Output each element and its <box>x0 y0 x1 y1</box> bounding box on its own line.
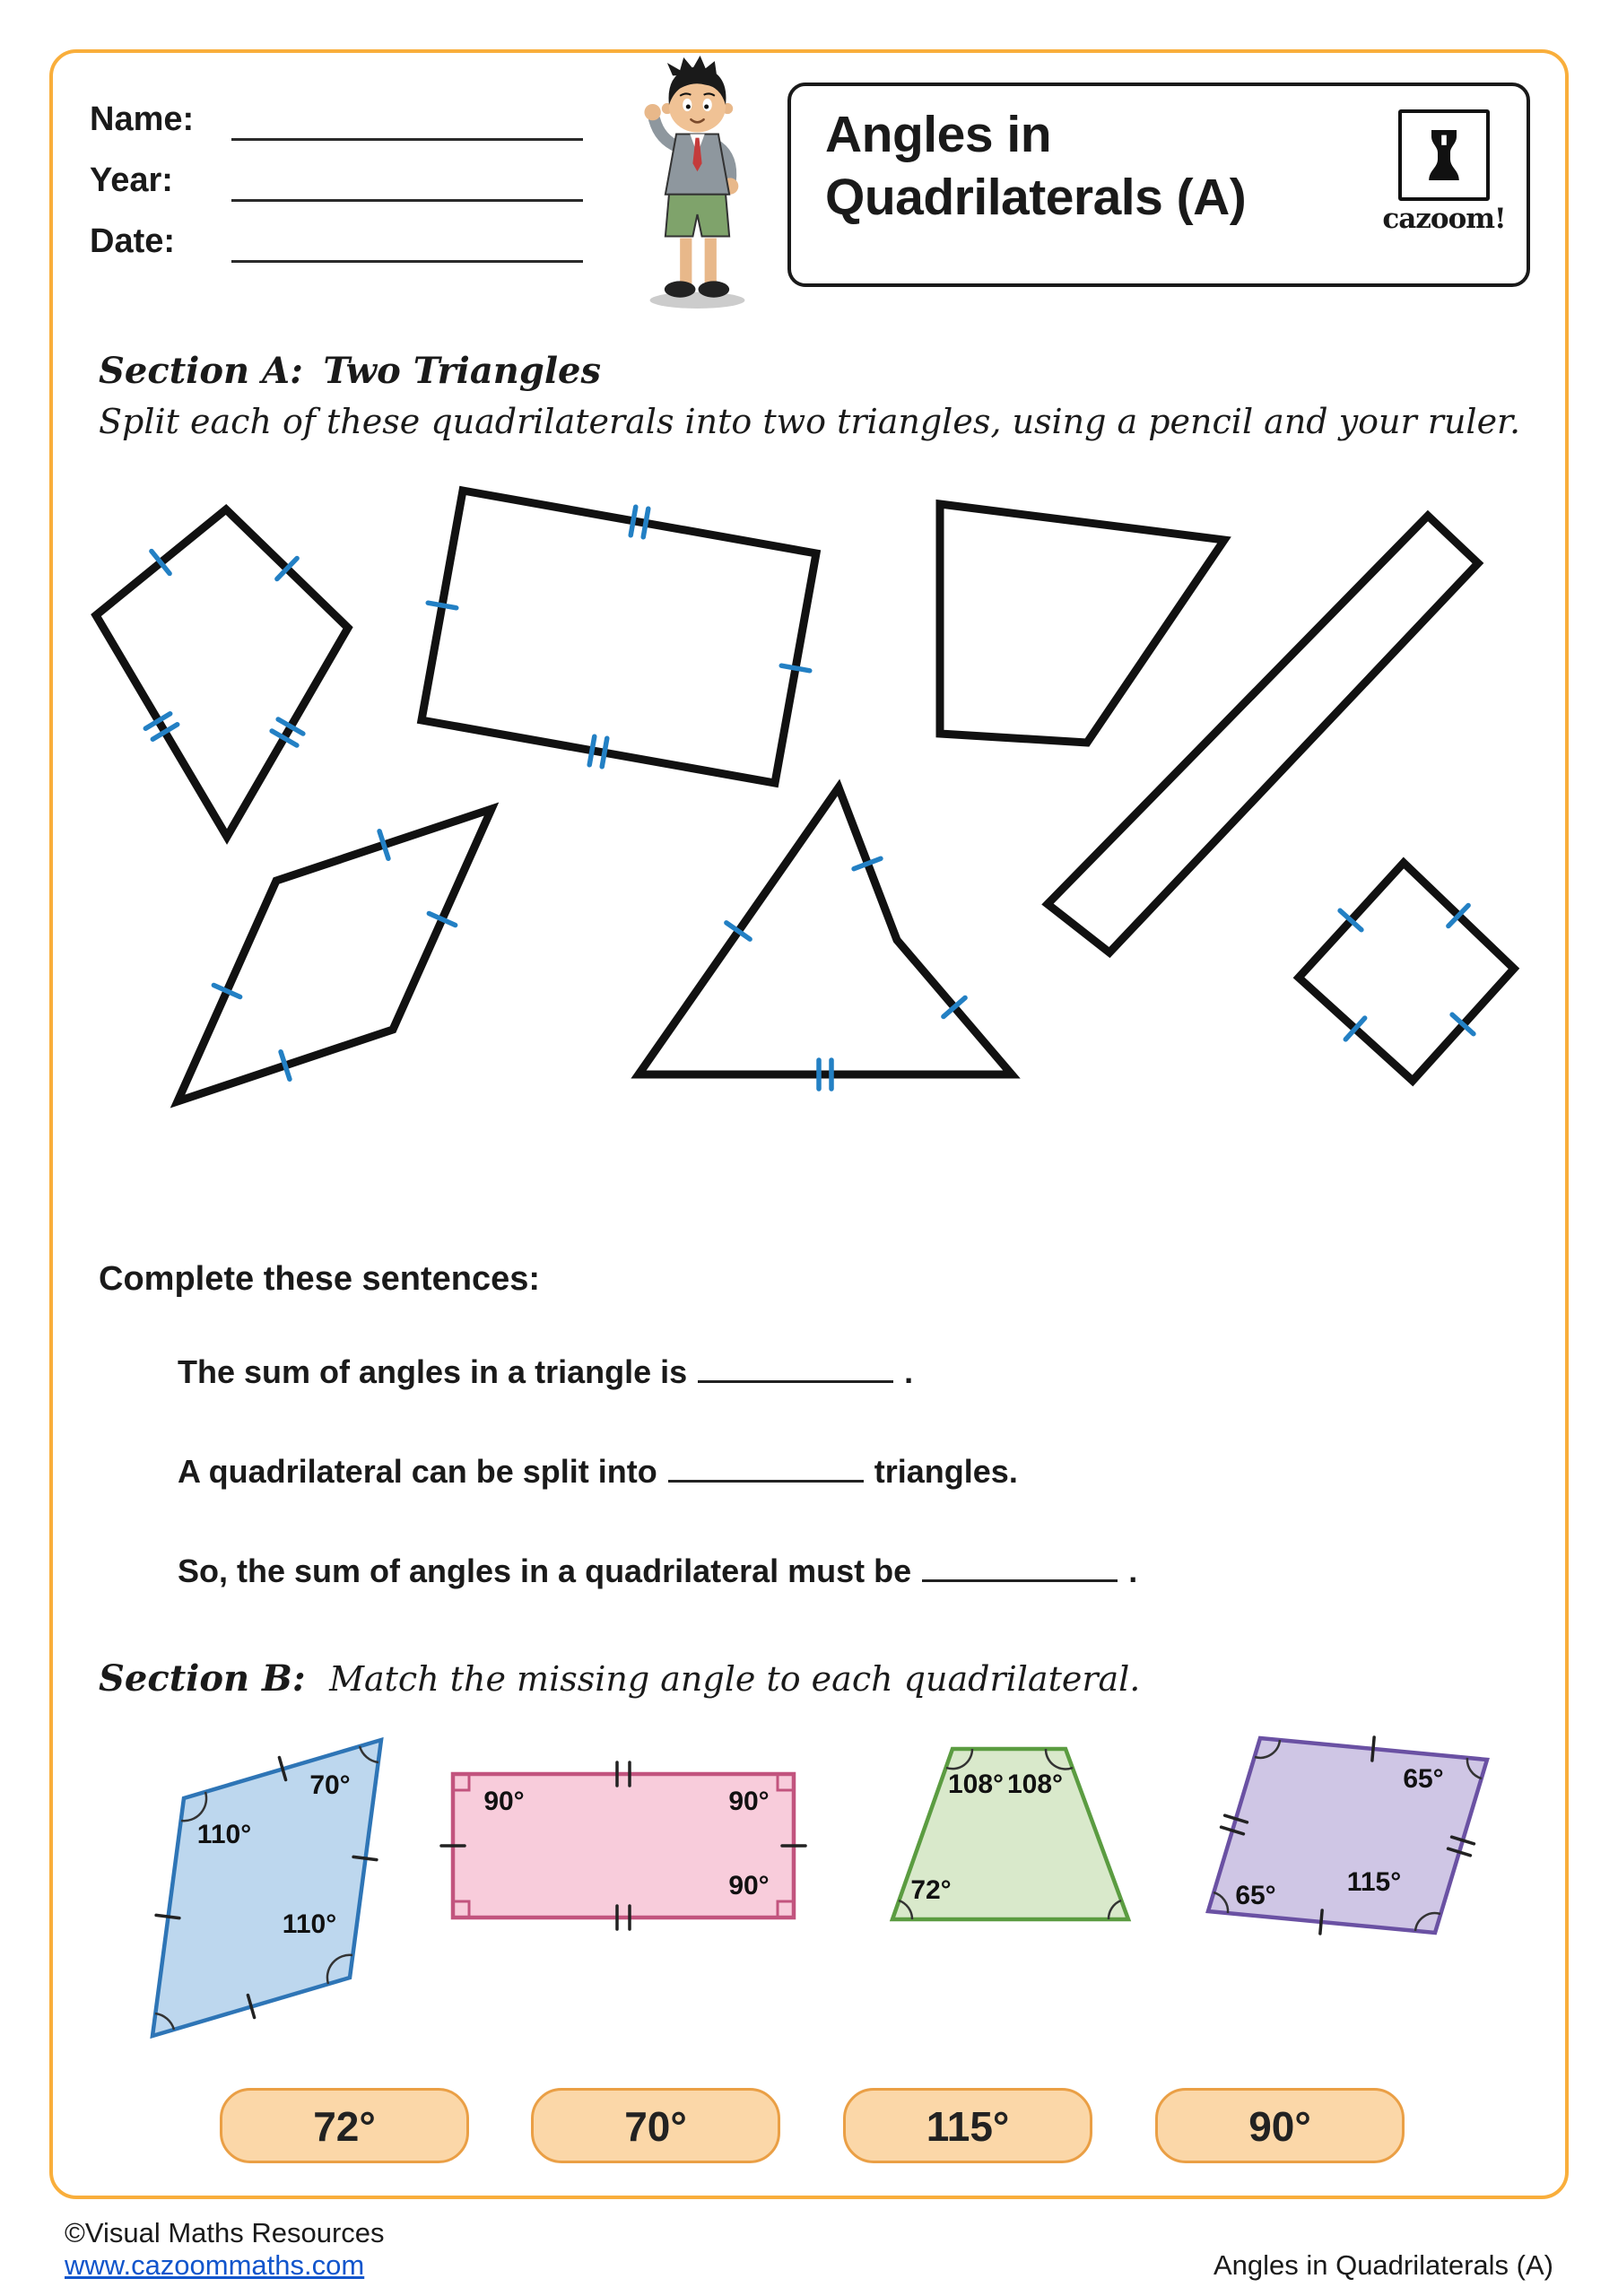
sentence-2 <box>178 1450 1018 1491</box>
angle-label: 90° <box>483 1787 525 1816</box>
cazoom-logo-icon <box>1398 109 1490 201</box>
angle-label: 65° <box>1235 1881 1276 1910</box>
section-a-label: Section A: <box>99 350 303 392</box>
sentence-3-blank[interactable] <box>922 1550 1118 1582</box>
sentence-3 <box>178 1550 1137 1590</box>
year-input-line[interactable] <box>231 199 583 202</box>
kite-quadrilateral[interactable] <box>96 509 348 837</box>
date-row <box>90 222 175 261</box>
section-a-instruction: Split each of these quadrilaterals into two triangles, using a pencil and your ruler. <box>99 402 1521 441</box>
date-input-line[interactable] <box>231 260 583 263</box>
answer-option-72[interactable]: 72° <box>220 2088 469 2163</box>
rhombus-tick-marks <box>213 831 455 1079</box>
angle-label: 108° <box>947 1770 1005 1799</box>
page-title-line1: Angles in <box>825 106 1052 163</box>
answer-option-90[interactable]: 90° <box>1155 2088 1405 2163</box>
pink-rectangle[interactable] <box>441 1762 805 1929</box>
sentence-2-after: triangles. <box>874 1453 1018 1490</box>
purple-parallelogram[interactable] <box>1208 1737 1487 1934</box>
sentence-3-after: . <box>1128 1552 1138 1589</box>
date-label: Date: <box>90 222 176 260</box>
name-label: Name: <box>90 100 195 138</box>
copyright-text: ©Visual Maths Resources <box>65 2217 385 2248</box>
year-label: Year: <box>90 161 173 199</box>
section-a-shapes-canvas[interactable] <box>54 453 1543 1179</box>
page-title <box>825 104 1246 229</box>
angle-label: 110° <box>282 1909 337 1939</box>
rhombus-quadrilateral[interactable] <box>178 809 491 1101</box>
sentence-1-text: The sum of angles in a triangle is <box>178 1353 688 1390</box>
rectangle-quadrilateral[interactable] <box>422 491 816 783</box>
angle-label: 110° <box>196 1820 252 1849</box>
answer-option-115[interactable]: 115° <box>843 2088 1092 2163</box>
section-b-instruction: Match the missing angle to each quadrilateral. <box>329 1659 1141 1699</box>
angle-label: 72° <box>910 1875 952 1905</box>
cazoom-link[interactable]: www.cazoommaths.com <box>65 2249 365 2281</box>
angle-label: 108° <box>1006 1770 1064 1799</box>
sentence-3-text: So, the sum of angles in a quadrilateral must be <box>178 1552 912 1589</box>
cazoom-logo-text: cazoom! <box>1382 203 1506 235</box>
sentence-1 <box>178 1351 913 1391</box>
year-row <box>90 161 173 200</box>
angle-label: 115° <box>1346 1867 1402 1897</box>
thin-parallelogram-quadrilateral[interactable] <box>1048 516 1478 952</box>
blue-parallelogram[interactable] <box>152 1740 381 2036</box>
kite-tick-marks <box>145 552 303 745</box>
angle-label: 70° <box>309 1770 351 1800</box>
angle-label: 90° <box>728 1871 770 1900</box>
arrowhead-quadrilateral[interactable] <box>639 787 1012 1089</box>
square-quadrilateral[interactable] <box>1299 863 1514 1081</box>
angle-label: 90° <box>728 1787 770 1816</box>
section-b-shapes-canvas <box>90 1718 1525 2067</box>
worksheet-title-box <box>787 83 1530 287</box>
cazoom-logo <box>1381 109 1507 235</box>
section-b-heading <box>99 1657 1140 1700</box>
section-a-title: Two Triangles <box>323 350 601 392</box>
page-title-line2: Quadrilaterals (A) <box>825 168 1247 226</box>
name-row <box>90 100 194 139</box>
vase-icon <box>1413 124 1475 187</box>
sentence-2-blank[interactable] <box>668 1450 864 1483</box>
section-b-label: Section B: <box>99 1657 306 1700</box>
sentence-1-blank[interactable] <box>698 1351 893 1383</box>
green-trapezium[interactable] <box>892 1749 1128 1919</box>
footer-worksheet-title: Angles in Quadrilaterals (A) <box>1213 2249 1553 2281</box>
sentences-heading: Complete these sentences: <box>99 1260 541 1298</box>
square-tick-marks <box>1340 905 1474 1039</box>
angle-label: 65° <box>1403 1764 1444 1794</box>
mascot-boy-image <box>619 56 776 311</box>
sentence-1-after: . <box>904 1353 914 1390</box>
sentence-2-text: A quadrilateral can be split into <box>178 1453 657 1490</box>
name-input-line[interactable] <box>231 138 583 141</box>
answer-option-70[interactable]: 70° <box>531 2088 780 2163</box>
trapezium-quadrilateral[interactable] <box>940 504 1224 743</box>
section-a-heading <box>99 350 601 392</box>
